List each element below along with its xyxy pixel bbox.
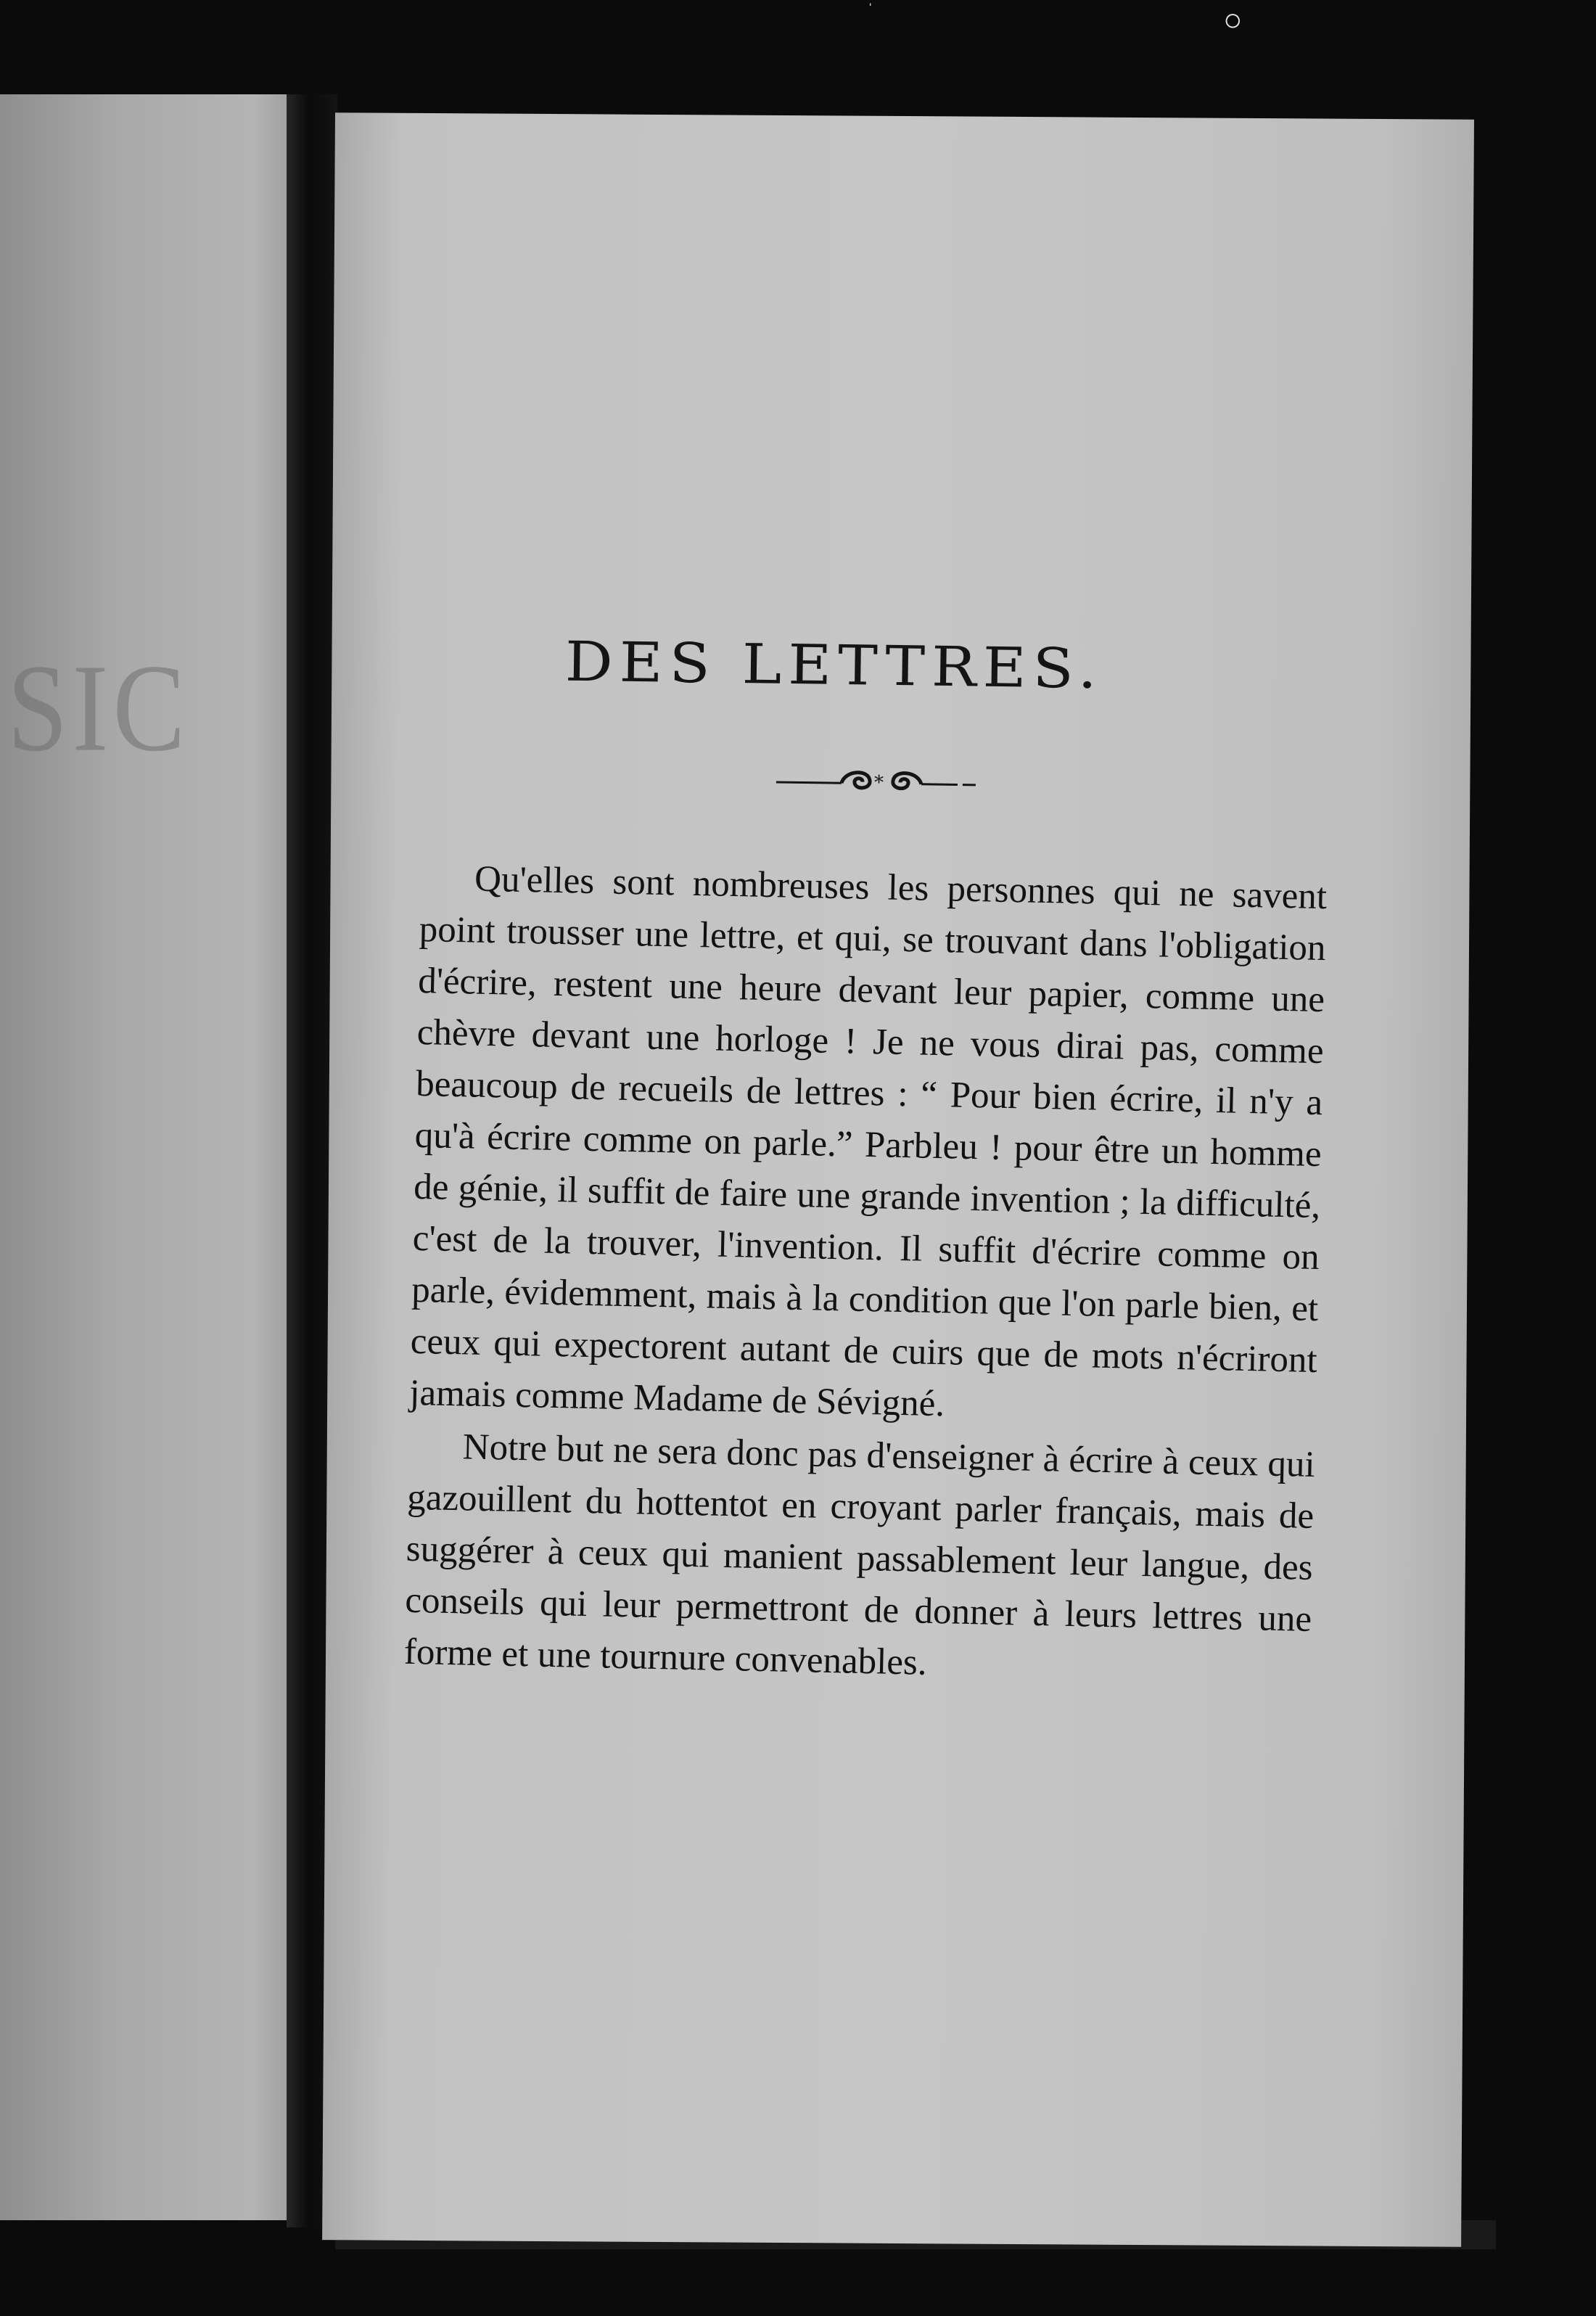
paragraph-1: Qu'elles sont nombreuses les personnes qui ne savent point trousser une lettre, et qui, se trouvant dans l'obligation d'écrire, restent une heure devant leur papier, comme une chèvre devant une horloge ! Je ne vous dirai pas, comme beaucoup de recueils de lettres : “ Pour bien écrire, il n'y a qu'à écrire comme on parle.” Parbleu ! pour être un homme de génie, il suffit de faire une grande invention ; la difficulté, c'est de la trouver, l'invention. Il suffit d'écrire comme on parle, évidemment, mais à la condition que l'on parle bien, et ceux qui expectorent autant de cuirs que de mots n'écriront jamais comme Madame de Sévigné. bbox=[408, 858, 1328, 1425]
paragraph-2: Notre but ne sera donc pas d'enseigner à écrire à ceux qui gazouillent du hottentot en croyant parler français, mais de suggérer à ceux qui manient passablement leur langue, des conseils qui leur permettront de donner à leurs lettres une forme et une tournure convenables. bbox=[403, 1426, 1316, 1683]
svg-text:*: * bbox=[873, 771, 884, 794]
body-text bbox=[403, 853, 1328, 1699]
scan-speck: ˈ bbox=[868, 0, 873, 18]
left-page-edge bbox=[0, 94, 297, 2220]
ornament-divider-icon bbox=[773, 753, 991, 807]
left-page-bleed-through: SIC bbox=[7, 638, 190, 778]
scan-speck: ○ bbox=[1223, 2, 1243, 38]
chapter-heading: DES LETTRES. bbox=[564, 630, 1104, 702]
